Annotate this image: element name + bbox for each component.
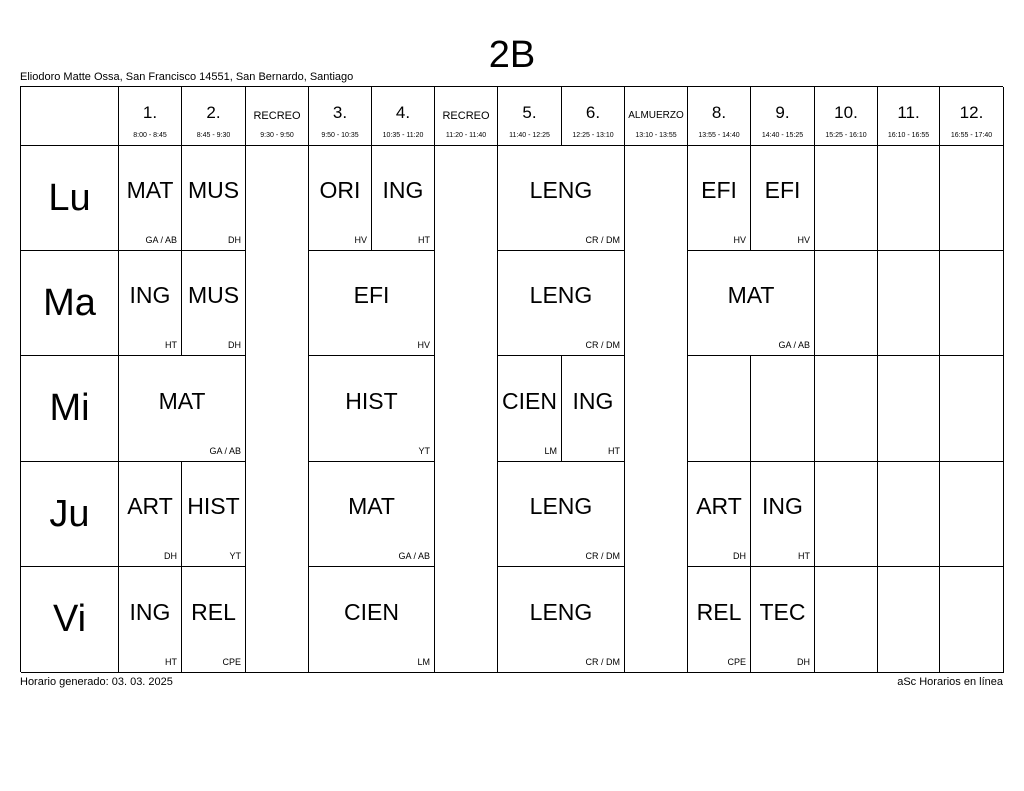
- subject-name: LENG: [529, 282, 593, 308]
- break-cell: [625, 567, 688, 673]
- empty-cell: [878, 356, 940, 462]
- lesson-cell: [182, 146, 246, 251]
- lesson-cell: [751, 462, 815, 567]
- subject-name: ORI: [319, 177, 361, 203]
- day-label: Ma: [21, 251, 119, 356]
- teacher-code: GA / AB: [398, 551, 430, 561]
- teacher-code: CR / DM: [585, 551, 620, 561]
- teacher-code: CR / DM: [585, 657, 620, 667]
- period-header: [562, 87, 625, 146]
- subject-name: EFI: [353, 282, 390, 308]
- break-cell: [435, 146, 498, 251]
- teacher-code: LM: [544, 446, 557, 456]
- empty-cell: [815, 462, 878, 567]
- teacher-code: YT: [229, 551, 241, 561]
- period-header: [372, 87, 435, 146]
- period-number: 6.: [585, 103, 601, 122]
- teacher-code: HT: [798, 551, 810, 561]
- period-time: 13:10 - 13:55: [635, 132, 677, 139]
- break-cell: [435, 356, 498, 462]
- period-header: [182, 87, 246, 146]
- teacher-code: HT: [165, 657, 177, 667]
- period-time: 15:25 - 16:10: [825, 132, 867, 139]
- subject-name: ART: [127, 493, 173, 519]
- lesson-cell: [751, 567, 815, 673]
- teacher-code: GA / AB: [145, 235, 177, 245]
- period-time: 16:55 - 17:40: [950, 132, 993, 139]
- empty-cell: [940, 462, 1004, 567]
- subject-name: ING: [762, 493, 803, 519]
- teacher-code: LM: [417, 657, 430, 667]
- subject-name: MAT: [348, 493, 395, 519]
- subject-name: REL: [191, 598, 236, 625]
- corner-cell: [21, 87, 119, 146]
- period-header: [878, 87, 940, 146]
- lesson-cell: [309, 356, 435, 462]
- empty-cell: [815, 356, 878, 462]
- break-cell: [625, 356, 688, 462]
- period-time: 12:25 - 13:10: [572, 132, 614, 139]
- period-number: 2.: [206, 103, 221, 122]
- teacher-code: CR / DM: [585, 340, 620, 350]
- lesson-cell: [688, 251, 815, 356]
- subject-name: ING: [382, 177, 424, 203]
- subject-name: LENG: [529, 598, 593, 625]
- lesson-cell: [119, 462, 182, 567]
- period-header: [119, 87, 182, 146]
- period-time: 10:35 - 11:20: [382, 132, 424, 139]
- period-number: 11.: [897, 103, 920, 122]
- period-time: 11:40 - 12:25: [509, 132, 550, 139]
- lesson-cell: [688, 462, 751, 567]
- lesson-cell: [182, 251, 246, 356]
- subject-name: REL: [696, 598, 742, 625]
- period-header: [625, 87, 688, 146]
- empty-cell: [878, 146, 940, 251]
- lesson-cell: [309, 146, 372, 251]
- empty-cell: [815, 567, 878, 673]
- teacher-code: DH: [733, 551, 746, 561]
- period-number: 9.: [775, 103, 790, 122]
- break-cell: [246, 462, 309, 567]
- period-header: [688, 87, 751, 146]
- lesson-cell: [182, 462, 246, 567]
- timetable-title: 2B: [488, 34, 536, 76]
- period-time: 8:00 - 8:45: [133, 132, 167, 139]
- teacher-code: HV: [797, 235, 810, 245]
- break-cell: [246, 356, 309, 462]
- period-time: 9:30 - 9:50: [260, 132, 294, 139]
- break-cell: [625, 146, 688, 251]
- lesson-cell: [309, 567, 435, 673]
- lesson-cell: [498, 356, 562, 462]
- period-header: [435, 87, 498, 146]
- lesson-cell: [498, 146, 625, 251]
- teacher-code: DH: [164, 551, 177, 561]
- lesson-cell: [498, 462, 625, 567]
- subject-name: EFI: [764, 177, 801, 203]
- lesson-cell: [562, 356, 625, 462]
- subject-name: ART: [696, 493, 742, 519]
- period-header: [246, 87, 309, 146]
- subject-name: MUS: [187, 177, 240, 203]
- teacher-code: HV: [733, 235, 746, 245]
- period-header: [815, 87, 878, 146]
- period-header: [751, 87, 815, 146]
- empty-cell: [940, 567, 1004, 673]
- subject-name: HIST: [187, 493, 240, 519]
- empty-cell: [688, 356, 751, 462]
- break-cell: [435, 462, 498, 567]
- school-address: Eliodoro Matte Ossa, San Francisco 14551, San Bernardo, Santiago: [20, 71, 354, 83]
- lesson-cell: [119, 251, 182, 356]
- break-cell: [246, 567, 309, 673]
- teacher-code: HT: [608, 446, 620, 456]
- empty-cell: [878, 251, 940, 356]
- break-label: RECREO: [253, 110, 301, 122]
- teacher-code: HT: [418, 235, 430, 245]
- lesson-cell: [309, 251, 435, 356]
- lesson-cell: [688, 146, 751, 251]
- lesson-cell: [751, 146, 815, 251]
- break-cell: [246, 251, 309, 356]
- footer-brand: aSc Horarios en línea: [897, 676, 1003, 688]
- lesson-cell: [119, 567, 182, 673]
- subject-name: ING: [129, 282, 171, 308]
- lesson-cell: [119, 146, 182, 251]
- generated-date: Horario generado: 03. 03. 2025: [20, 676, 173, 688]
- teacher-code: HT: [165, 340, 177, 350]
- break-label: RECREO: [442, 110, 490, 122]
- teacher-code: CPE: [727, 657, 746, 667]
- teacher-code: DH: [228, 235, 241, 245]
- empty-cell: [815, 251, 878, 356]
- teacher-code: GA / AB: [209, 446, 241, 456]
- period-header: [498, 87, 562, 146]
- teacher-code: YT: [418, 446, 430, 456]
- lesson-cell: [182, 567, 246, 673]
- period-header: [309, 87, 372, 146]
- period-number: 12.: [959, 103, 984, 122]
- period-time: 9:50 - 10:35: [321, 132, 359, 139]
- lesson-cell: [372, 146, 435, 251]
- period-number: 1.: [142, 103, 158, 122]
- empty-cell: [815, 146, 878, 251]
- subject-name: LENG: [529, 177, 593, 203]
- lesson-cell: [498, 567, 625, 673]
- empty-cell: [940, 356, 1004, 462]
- timetable-grid: [20, 86, 1003, 672]
- subject-name: EFI: [701, 177, 737, 203]
- subject-name: MAT: [727, 282, 775, 308]
- break-label: ALMUERZO: [628, 110, 684, 121]
- period-number: 4.: [395, 103, 411, 122]
- teacher-code: DH: [228, 340, 241, 350]
- teacher-code: CR / DM: [585, 235, 620, 245]
- break-cell: [435, 567, 498, 673]
- lesson-cell: [498, 251, 625, 356]
- lesson-cell: [119, 356, 246, 462]
- period-time: 13:55 - 14:40: [698, 132, 740, 139]
- subject-name: MAT: [158, 387, 206, 414]
- break-cell: [246, 146, 309, 251]
- subject-name: TEC: [759, 598, 806, 625]
- period-number: 3.: [332, 103, 348, 122]
- empty-cell: [878, 462, 940, 567]
- period-time: 8:45 - 9:30: [196, 132, 231, 139]
- period-number: 8.: [711, 103, 727, 122]
- subject-name: CIEN: [344, 598, 399, 625]
- period-number: 10.: [834, 103, 858, 122]
- empty-cell: [940, 251, 1004, 356]
- empty-cell: [878, 567, 940, 673]
- teacher-code: DH: [797, 657, 810, 667]
- empty-cell: [751, 356, 815, 462]
- day-label: Ju: [21, 462, 119, 567]
- empty-cell: [940, 146, 1004, 251]
- period-time: 11:20 - 11:40: [445, 132, 487, 139]
- day-label: Mi: [21, 356, 119, 462]
- period-number: 5.: [522, 103, 537, 122]
- day-label: Vi: [21, 567, 119, 673]
- subject-name: ING: [129, 598, 171, 625]
- teacher-code: GA / AB: [778, 340, 810, 350]
- teacher-code: CPE: [222, 657, 241, 667]
- teacher-code: HV: [417, 340, 430, 350]
- subject-name: MAT: [126, 177, 174, 203]
- period-time: 16:10 - 16:55: [887, 132, 930, 139]
- lesson-cell: [688, 567, 751, 673]
- break-cell: [435, 251, 498, 356]
- subject-name: LENG: [529, 493, 593, 519]
- day-label: Lu: [21, 146, 119, 251]
- period-header: [940, 87, 1004, 146]
- break-cell: [625, 251, 688, 356]
- break-cell: [625, 462, 688, 567]
- lesson-cell: [309, 462, 435, 567]
- period-time: 14:40 - 15:25: [761, 132, 804, 139]
- subject-name: HIST: [345, 387, 398, 414]
- subject-name: CIEN: [502, 387, 557, 414]
- teacher-code: HV: [354, 235, 367, 245]
- subject-name: MUS: [187, 282, 240, 308]
- subject-name: ING: [572, 387, 614, 414]
